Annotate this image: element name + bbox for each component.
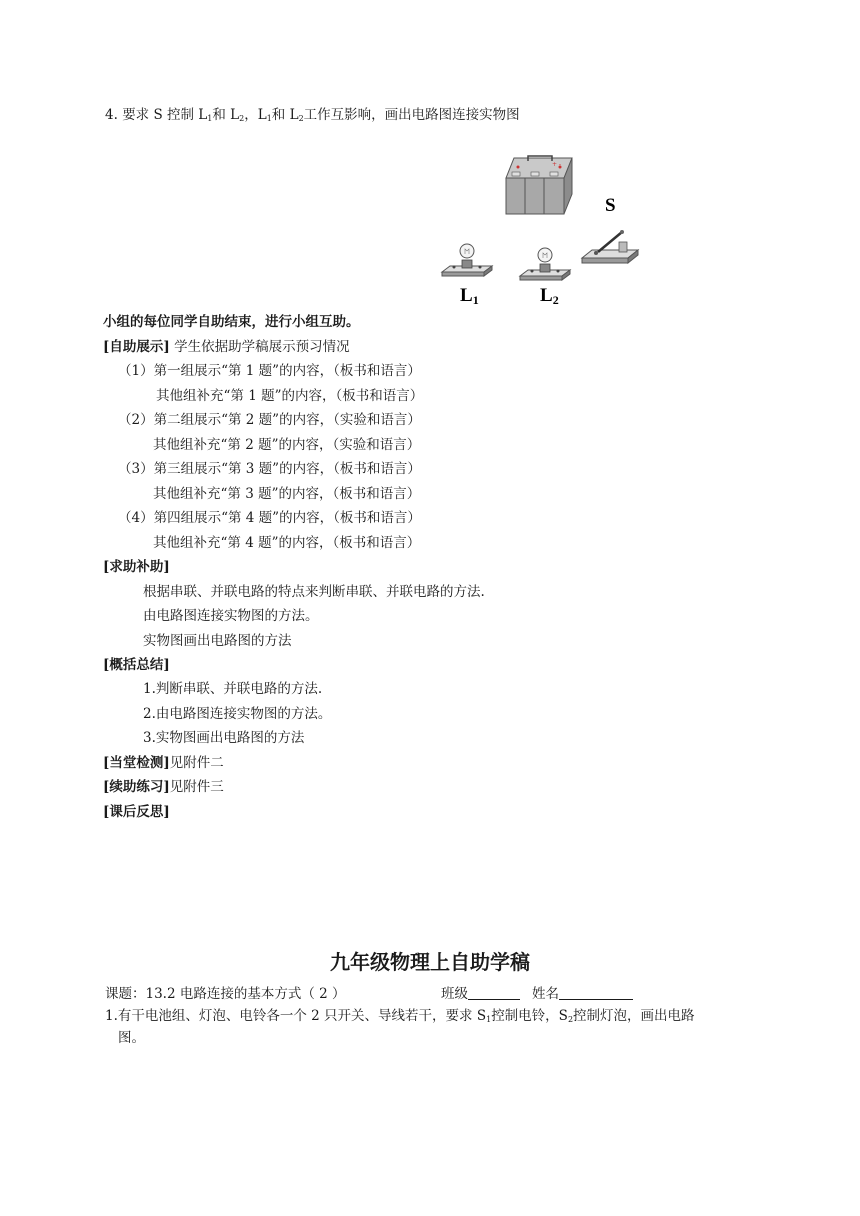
lamp1-label: L1 <box>460 285 479 307</box>
page-title: 九年级物理上自助学稿 <box>330 950 530 974</box>
seek-help-heading: [求助补助] <box>103 559 170 575</box>
svg-text:+ -: + - <box>552 161 562 168</box>
name-label: 姓名 <box>532 986 559 1002</box>
summary-item: 3.实物图画出电路图的方法 <box>143 730 305 746</box>
lamp-l2 <box>520 248 570 307</box>
circuit-components-figure <box>436 150 656 310</box>
seek-help-item: 实物图画出电路图的方法 <box>143 633 292 649</box>
display-item: 其他组补充“第 4 题”的内容，（板书和语言） <box>153 535 421 551</box>
class-field <box>441 985 520 1003</box>
display-item: （4）第四组展示“第 4 题”的内容，（板书和语言） <box>118 510 421 526</box>
group-help-note: 小组的每位同学自助结束，进行小组互助。 <box>103 314 360 330</box>
question-1-line2: 图。 <box>118 1030 145 1046</box>
class-label: 班级 <box>441 986 468 1002</box>
question-1: 1.有干电池组、灯泡、电铃各一个 2 只开关、导线若干，要求 $S_1$控制电铃，$S_2$控制灯泡，画出电路 <box>105 1008 695 1024</box>
seek-help-item: 根据串联、并联电路的特点来判断串联、并联电路的方法. <box>143 584 485 600</box>
display-item: 其他组补充“第 1 题”的内容，（板书和语言） <box>156 388 424 404</box>
question-4: 4. 要求 S 控制 $L_1$和 $L_2$，$L_1$和 $L_2$工作互影响，画出电路图连接实物图 <box>105 107 520 123</box>
test-section <box>103 754 224 772</box>
summary-item: 2.由电路图连接实物图的方法。 <box>143 706 332 722</box>
display-section <box>103 338 350 356</box>
switch-s <box>582 195 638 263</box>
name-blank <box>559 985 633 1000</box>
summary-heading: [概括总结] <box>103 657 170 673</box>
name-field <box>532 985 633 1003</box>
display-heading: [自助展示] <box>103 339 170 355</box>
lamp2-label: L2 <box>540 285 559 307</box>
display-item: （2）第二组展示“第 2 题”的内容，（实验和语言） <box>118 412 421 428</box>
summary-item: 1.判断串联、并联电路的方法. <box>143 681 323 697</box>
display-item: （1）第一组展示“第 1 题”的内容，（板书和语言） <box>118 363 421 379</box>
practice-section <box>103 778 224 796</box>
battery-pack <box>506 156 572 214</box>
practice-heading: [续助练习] <box>103 779 170 795</box>
display-text: 学生依据助学稿展示预习情况 <box>174 339 350 355</box>
seek-help-item: 由电路图连接实物图的方法。 <box>143 608 319 624</box>
reflection-heading: [课后反思] <box>103 804 170 820</box>
class-blank <box>468 985 520 1000</box>
lamp-l1 <box>442 244 492 307</box>
test-heading: [当堂检测] <box>103 755 170 771</box>
practice-text: 见附件三 <box>169 779 224 795</box>
display-item: 其他组补充“第 2 题”的内容，（实验和语言） <box>153 437 421 453</box>
test-text: 见附件二 <box>169 755 224 771</box>
switch-label: S <box>605 195 616 216</box>
display-item: 其他组补充“第 3 题”的内容，（板书和语言） <box>153 486 421 502</box>
course-topic: 课题：13.2 电路连接的基本方式（ 2 ） <box>105 986 346 1002</box>
display-item: （3）第三组展示“第 3 题”的内容，（板书和语言） <box>118 461 421 477</box>
